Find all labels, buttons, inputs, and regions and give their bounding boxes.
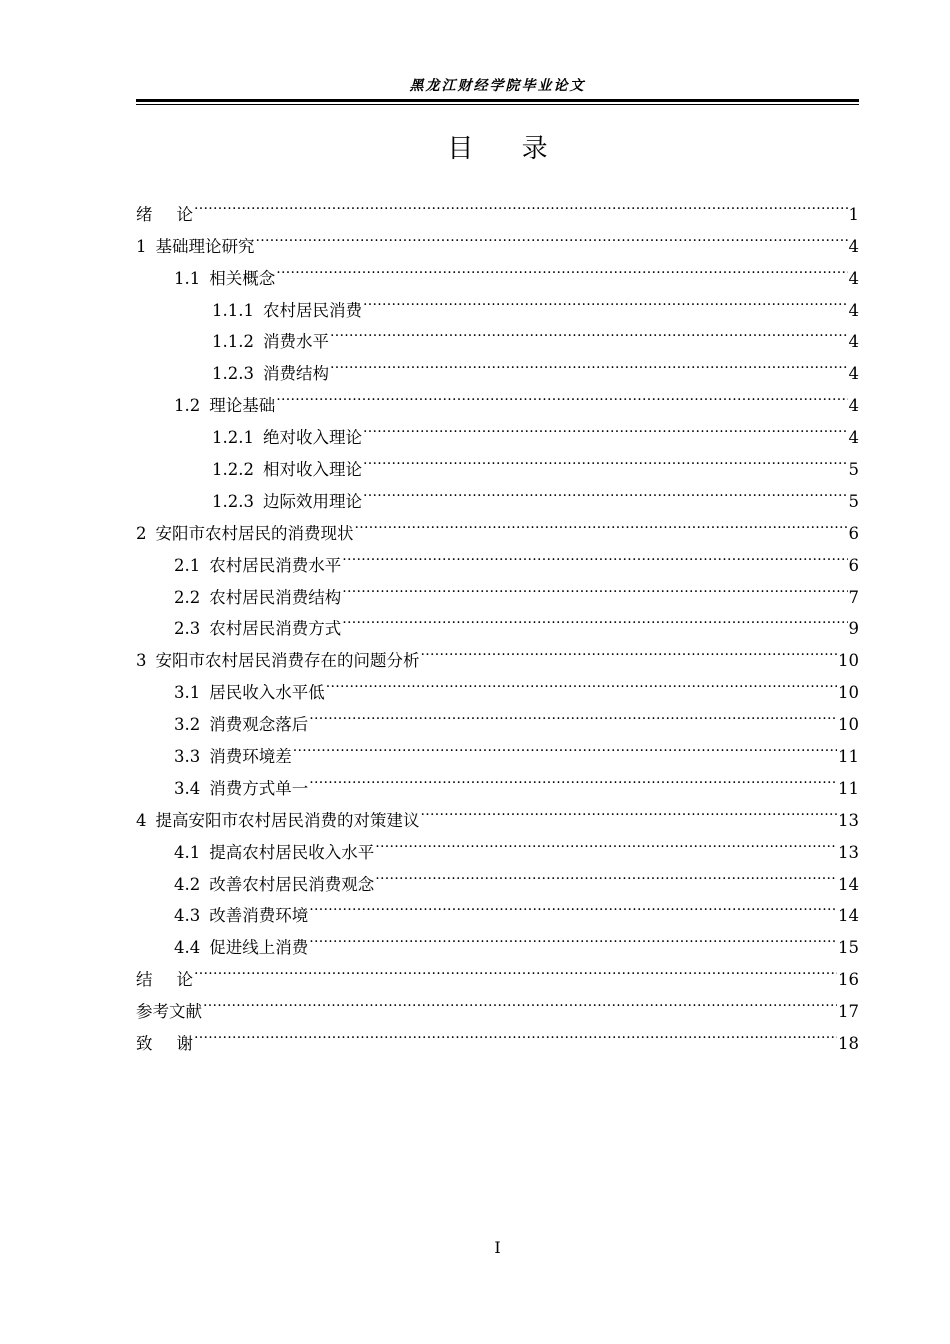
toc-entry-page: 9 xyxy=(848,619,859,639)
toc-entry-label: 消费结构 xyxy=(262,364,329,384)
toc-dot-leader xyxy=(375,826,837,858)
toc-entry-number: 2.2 xyxy=(174,587,201,607)
toc-dot-leader xyxy=(309,921,837,953)
toc-entry-number: 1.1 xyxy=(174,268,201,288)
header-rule-thin xyxy=(136,104,859,105)
toc-entry-label: 提高安阳市农村居民消费的对策建议 xyxy=(155,810,420,830)
toc-entry-label: 相对收入理论 xyxy=(262,460,362,480)
toc-title: 目 录 xyxy=(447,134,548,164)
toc-entry-page: 15 xyxy=(838,938,859,958)
toc-dot-leader xyxy=(309,698,837,730)
toc-entry-page: 11 xyxy=(838,747,859,767)
toc-dot-leader xyxy=(363,475,848,507)
toc-dot-leader xyxy=(194,1017,837,1049)
toc-entry-page: 4 xyxy=(848,332,859,352)
toc-dot-leader xyxy=(355,507,848,539)
toc-dot-leader xyxy=(342,571,847,603)
toc-entry-label: 基础理论研究 xyxy=(155,236,255,256)
toc-entry[interactable] xyxy=(136,220,859,256)
toc-entry-number: 3.3 xyxy=(174,747,201,767)
toc-dot-leader xyxy=(309,762,837,794)
toc-entry-page: 17 xyxy=(838,1002,859,1022)
toc-entry-page: 18 xyxy=(838,1034,859,1054)
toc-dot-leader xyxy=(203,985,837,1017)
toc-dot-leader xyxy=(375,858,837,890)
toc-entry-label: 改善消费环境 xyxy=(209,906,309,926)
toc-entry-page: 4 xyxy=(848,428,859,448)
toc-entry-page: 4 xyxy=(848,236,859,256)
toc-entry-label: 绪论 xyxy=(136,204,217,224)
toc-entry-label: 农村居民消费结构 xyxy=(209,587,342,607)
toc-dot-leader xyxy=(421,634,838,666)
toc-entry[interactable] xyxy=(136,188,859,224)
toc-entry-label: 消费方式单一 xyxy=(209,778,309,798)
toc-entry-page: 10 xyxy=(838,715,859,735)
toc-entry-label: 消费水平 xyxy=(262,332,329,352)
toc-dot-leader xyxy=(194,188,848,220)
toc-entry-label: 理论基础 xyxy=(209,396,276,416)
toc-dot-leader xyxy=(342,539,847,571)
toc-entry-page: 13 xyxy=(838,810,859,830)
toc-entry-label: 相关概念 xyxy=(209,268,276,288)
toc-dot-leader xyxy=(363,284,848,316)
toc-entry-page: 14 xyxy=(838,874,859,894)
toc-entry-label: 农村居民消费水平 xyxy=(209,555,342,575)
toc-entry-number: 3.1 xyxy=(174,683,201,703)
toc-entry-number: 2.1 xyxy=(174,555,201,575)
toc-entry-page: 11 xyxy=(838,778,859,798)
toc-entry-number: 1.1.2 xyxy=(212,332,254,352)
toc-dot-leader xyxy=(421,794,838,826)
toc-entry-number: 1.2.2 xyxy=(212,460,254,480)
toc-entry-number: 3 xyxy=(136,651,147,671)
toc-entry-label: 提高农村居民收入水平 xyxy=(209,842,375,862)
toc-entry-label: 绝对收入理论 xyxy=(262,428,362,448)
page-number: I xyxy=(494,1238,501,1257)
toc-entry-label: 安阳市农村居民消费存在的问题分析 xyxy=(155,651,420,671)
toc-entry-number: 1 xyxy=(136,236,147,256)
toc-dot-leader xyxy=(326,666,837,698)
toc-entry-number: 1.1.1 xyxy=(212,300,254,320)
toc-entry-number: 1.2.1 xyxy=(212,428,254,448)
toc-entry-label: 促进线上消费 xyxy=(209,938,309,958)
toc-entry-page: 6 xyxy=(848,555,859,575)
toc-entry-number: 1.2.3 xyxy=(212,491,254,511)
toc-entry-number: 1.2.3 xyxy=(212,364,254,384)
toc-entry-page: 4 xyxy=(848,396,859,416)
toc-entry-label: 结论 xyxy=(136,970,217,990)
toc-dot-leader xyxy=(342,603,847,635)
toc-dot-leader xyxy=(363,443,848,475)
toc-dot-leader xyxy=(256,220,848,252)
toc-entry-page: 6 xyxy=(848,523,859,543)
toc-entry-page: 10 xyxy=(838,651,859,671)
toc-entry-number: 1.2 xyxy=(174,396,201,416)
table-of-contents xyxy=(136,188,859,1054)
toc-entry-label: 边际效用理论 xyxy=(262,491,362,511)
toc-entry-page: 5 xyxy=(848,491,859,511)
toc-entry-number: 4.4 xyxy=(174,938,201,958)
toc-entry-page: 14 xyxy=(838,906,859,926)
toc-entry-page: 4 xyxy=(848,364,859,384)
toc-entry[interactable] xyxy=(136,1017,859,1054)
toc-dot-leader xyxy=(363,411,848,443)
toc-entry-page: 1 xyxy=(848,204,859,224)
toc-dot-leader xyxy=(309,890,837,922)
toc-entry-number: 2 xyxy=(136,523,147,543)
toc-dot-leader xyxy=(330,347,848,379)
toc-entry-label: 农村居民消费方式 xyxy=(209,619,342,639)
toc-entry-page: 7 xyxy=(848,587,859,607)
toc-dot-leader xyxy=(276,252,847,284)
toc-dot-leader xyxy=(276,379,847,411)
toc-entry-number: 4.3 xyxy=(174,906,201,926)
toc-entry-page: 4 xyxy=(848,268,859,288)
toc-entry-label: 消费观念落后 xyxy=(209,715,309,735)
toc-entry[interactable] xyxy=(136,953,859,990)
toc-dot-leader xyxy=(330,316,848,348)
toc-entry-label: 居民收入水平低 xyxy=(209,683,325,703)
page-header-title: 黑龙江财经学院毕业论文 xyxy=(409,78,586,94)
toc-entry-page: 10 xyxy=(838,683,859,703)
toc-entry-page: 16 xyxy=(838,970,859,990)
toc-entry-label: 改善农村居民消费观念 xyxy=(209,874,375,894)
toc-entry-number: 3.2 xyxy=(174,715,201,735)
header-rule-thick xyxy=(136,99,859,102)
toc-entry-label: 安阳市农村居民的消费现状 xyxy=(155,523,354,543)
toc-entry-number: 4.1 xyxy=(174,842,201,862)
toc-entry-label: 消费环境差 xyxy=(209,747,292,767)
toc-entry-page: 13 xyxy=(838,842,859,862)
toc-entry[interactable] xyxy=(136,985,859,1022)
toc-dot-leader xyxy=(194,953,837,985)
toc-entry-number: 4 xyxy=(136,810,147,830)
toc-entry-page: 5 xyxy=(848,460,859,480)
toc-entry-label: 致谢 xyxy=(136,1034,217,1054)
toc-entry-number: 2.3 xyxy=(174,619,201,639)
toc-entry-label: 农村居民消费 xyxy=(262,300,362,320)
toc-entry-number: 3.4 xyxy=(174,778,201,798)
toc-dot-leader xyxy=(293,730,837,762)
toc-entry-label: 参考文献 xyxy=(136,1002,202,1022)
toc-entry-page: 4 xyxy=(848,300,859,320)
toc-entry-number: 4.2 xyxy=(174,874,201,894)
